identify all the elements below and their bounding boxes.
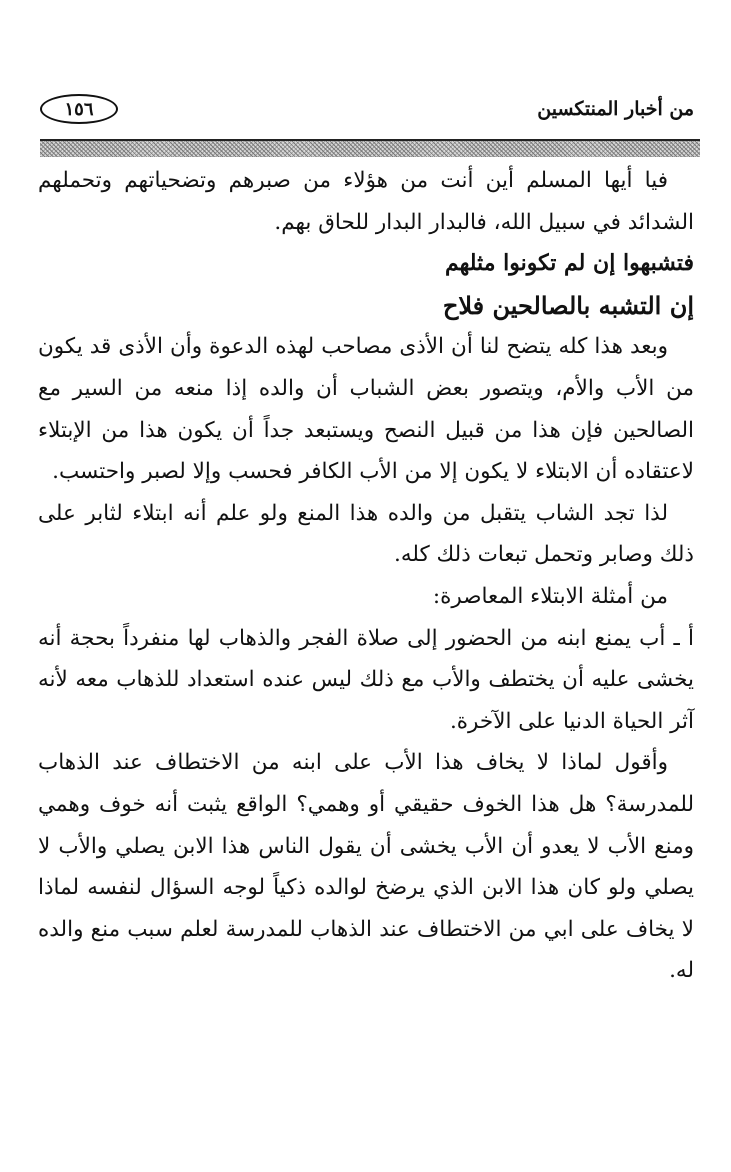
heading-tashabbuh-falah: إن التشبه بالصالحين فلاح: [442, 290, 694, 320]
heading-tashabbahu: فتشبهوا إن لم تكونوا مثلهم: [444, 250, 694, 277]
header-divider: [40, 139, 700, 157]
examples-label: من أمثلة الابتلاء المعاصرة:: [432, 583, 668, 609]
paragraph-4: وأقول لماذا لا يخاف هذا الأب على ابنه من الاختطاف عند الذهاب للمدرسة؟ هل هذا الخوف حقيقي أو وهمي؟ الواقع يثبت أنه خوف وهمي ومنع الأب لا يعدو أن الأب يخشى أن يقول الناس هذا الابن يصلي والأب لا يصلي ولو كان هذا الابن الذي يرضخ لوالده ذكياً لوجه السؤال لنفسه لماذا لا يخاف على ابي من الاختطاف عند الذهاب للمدرسة لعلم سبب منع والده له.: [38, 750, 694, 984]
page-number: ١٥٦: [40, 94, 118, 124]
example-a: أ ـ أب يمنع ابنه من الحضور إلى صلاة الفجر والذهاب لها منفرداً بحجة أنه يخشى عليه أن يختطف والأب مع ذلك ليس عنده استعداد للذهاب معه لأنه آثر الحياة الدنيا على الآخرة.: [38, 625, 694, 734]
page-body: [38, 160, 694, 992]
paragraph-1: فيا أيها المسلم أين أنت من هؤلاء من صبرهم وتضحياتهم وتحملهم الشدائد في سبيل الله، فالبدار البدار للحاق بهم.: [38, 168, 694, 235]
paragraph-2: وبعد هذا كله يتضح لنا أن الأذى مصاحب لهذه الدعوة وأن الأذى قد يكون من الأب والأم، ويتصور بعض الشباب أن والده إذا منعه من السير مع الصالحين فإن هذا من قبيل النصح ويستبعد جداً أن يكون هذا من الإبتلاء لاعتقاده أن الابتلاء لا يكون إلا من الأب الكافر فحسب وإلا لصبر واحتسب.: [38, 334, 694, 485]
page-header: [40, 88, 700, 132]
running-title: من أخبار المنتكسين: [537, 98, 694, 120]
paragraph-3: لذا تجد الشاب يتقبل من والده هذا المنع ولو علم أنه ابتلاء لثابر على ذلك وصابر وتحمل تبعات ذلك كله.: [38, 500, 694, 568]
